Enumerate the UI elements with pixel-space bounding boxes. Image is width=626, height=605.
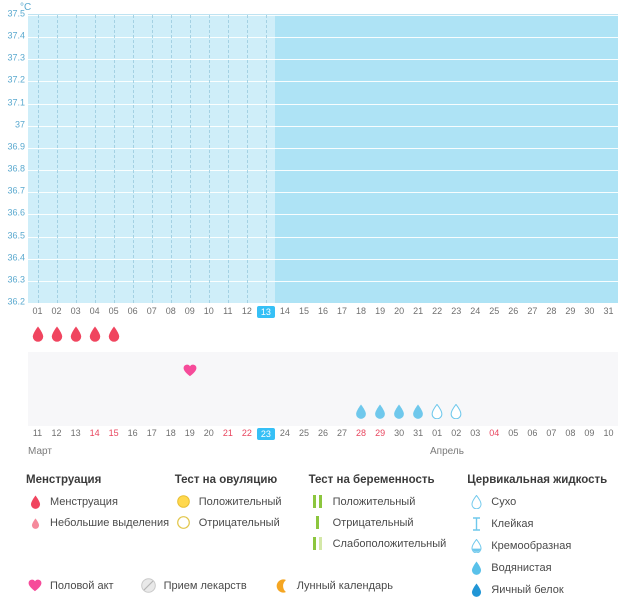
legend-column-title: Тест на беременность <box>308 474 435 486</box>
y-tick-label: 37.5 <box>7 8 25 19</box>
date-tick[interactable]: 23 <box>257 428 275 440</box>
legend-item <box>309 537 468 550</box>
legend-item <box>467 561 616 575</box>
legend-item <box>467 517 616 531</box>
day-tick[interactable]: 01 <box>32 306 43 316</box>
month-label-right: Апрель <box>430 446 464 457</box>
y-tick-label: 37 <box>14 119 25 130</box>
legend-item-label: Клейкая <box>491 518 534 530</box>
day-gridline <box>114 15 116 303</box>
legend-item-label: Половой акт <box>50 579 114 592</box>
day-tick[interactable]: 24 <box>470 306 481 316</box>
legend-item-label: Положительный <box>198 495 282 508</box>
one-green-bar-icon <box>309 516 327 529</box>
pill-icon <box>140 578 158 593</box>
y-tick-label: 37.2 <box>7 74 25 85</box>
date-tick[interactable]: 11 <box>32 428 43 438</box>
day-gridline <box>190 15 192 303</box>
day-tick[interactable]: 08 <box>165 306 176 316</box>
menstruation-drop-icon[interactable] <box>51 326 63 345</box>
white-circle-icon <box>175 516 193 529</box>
legend-bottom-row <box>26 578 419 593</box>
date-tick[interactable]: 30 <box>394 428 405 438</box>
y-tick-label: 36.9 <box>7 141 25 152</box>
y-tick-label: 36.3 <box>7 274 25 285</box>
date-tick[interactable]: 09 <box>584 428 595 438</box>
y-tick-label: 36.6 <box>7 207 25 218</box>
y-tick-label: 36.8 <box>7 163 25 174</box>
day-tick[interactable]: 27 <box>527 306 538 316</box>
legend-column <box>467 474 616 605</box>
date-tick[interactable]: 17 <box>146 428 157 438</box>
legend-item <box>26 579 114 592</box>
cervical-fluid-row <box>28 404 618 430</box>
date-tick[interactable]: 24 <box>279 428 290 438</box>
day-tick[interactable]: 25 <box>489 306 500 316</box>
legend-item <box>26 517 175 529</box>
date-tick[interactable]: 06 <box>527 428 538 438</box>
legend-item-label: Яичный белок <box>491 584 564 596</box>
two-green-bars-icon <box>309 495 327 508</box>
menstruation-drop-icon[interactable] <box>70 326 82 345</box>
date-tick[interactable]: 31 <box>413 428 424 438</box>
dry-drop-icon <box>467 495 485 509</box>
y-axis-labels <box>0 8 28 307</box>
legend-column-title: Менструация <box>26 474 102 486</box>
day-gridline <box>95 15 97 303</box>
day-tick[interactable]: 29 <box>565 306 576 316</box>
watery-drop-icon[interactable] <box>393 404 405 422</box>
legend-item-label: Небольшие выделения <box>50 517 170 529</box>
day-tick[interactable]: 21 <box>413 306 424 316</box>
y-tick-label: 36.2 <box>7 296 25 307</box>
legend-item-label: Водянистая <box>491 562 552 574</box>
legend-item <box>309 516 468 529</box>
menstruation-drop-icon[interactable] <box>32 326 44 345</box>
y-tick-label: 36.4 <box>7 252 25 263</box>
moon-icon <box>273 579 291 593</box>
day-gridline <box>38 15 40 303</box>
day-gridline <box>247 15 249 303</box>
date-tick[interactable]: 04 <box>489 428 500 438</box>
date-tick[interactable]: 16 <box>127 428 138 438</box>
date-tick[interactable]: 15 <box>108 428 119 438</box>
legend-item <box>467 495 616 509</box>
bar-and-pale-bar-icon <box>309 537 327 550</box>
legend-item <box>140 578 247 593</box>
day-tick[interactable]: 28 <box>546 306 557 316</box>
day-tick[interactable]: 14 <box>279 306 290 316</box>
day-tick[interactable]: 04 <box>89 306 100 316</box>
date-tick[interactable]: 10 <box>603 428 614 438</box>
date-tick[interactable]: 14 <box>89 428 100 438</box>
day-tick[interactable]: 12 <box>241 306 252 316</box>
legend-item-label: Менструация <box>50 496 118 508</box>
day-tick[interactable]: 17 <box>337 306 348 316</box>
date-tick[interactable]: 05 <box>508 428 519 438</box>
day-tick[interactable]: 02 <box>51 306 62 316</box>
date-tick[interactable]: 22 <box>241 428 252 438</box>
legend-item-label: Кремообразная <box>491 540 572 552</box>
y-tick-label: 36.7 <box>7 185 25 196</box>
date-tick[interactable]: 25 <box>298 428 309 438</box>
day-tick[interactable]: 22 <box>432 306 443 316</box>
day-tick[interactable]: 31 <box>603 306 614 316</box>
day-gridline <box>152 15 154 303</box>
date-tick[interactable]: 12 <box>51 428 62 438</box>
legend-column-title: Тест на овуляцию <box>174 474 278 486</box>
date-tick[interactable]: 18 <box>165 428 176 438</box>
sticky-icon <box>467 517 485 531</box>
menstruation-row <box>28 326 618 352</box>
legend-column-title: Цервикальная жидкость <box>467 474 608 486</box>
creamy-drop-icon <box>467 539 485 553</box>
date-tick[interactable]: 21 <box>222 428 233 438</box>
date-tick[interactable]: 19 <box>184 428 195 438</box>
legend-item <box>26 495 175 509</box>
yellow-circle-icon <box>175 495 193 508</box>
legend-item-label: Отрицательный <box>332 516 414 529</box>
day-gridline <box>76 15 78 303</box>
y-tick-label: 37.3 <box>7 52 25 63</box>
blood-drop-icon <box>26 495 44 509</box>
legend-item-label: Сухо <box>491 496 517 508</box>
heart-icon <box>26 579 44 592</box>
date-axis[interactable] <box>28 428 618 444</box>
dry-drop-icon[interactable] <box>431 404 443 422</box>
date-tick[interactable]: 28 <box>356 428 367 438</box>
day-tick[interactable]: 07 <box>146 306 157 316</box>
day-tick[interactable]: 06 <box>127 306 138 316</box>
date-tick[interactable]: 29 <box>375 428 386 438</box>
day-gridline <box>266 15 268 303</box>
day-gridline <box>228 15 230 303</box>
legend-item <box>467 539 616 553</box>
legend-item <box>175 495 309 508</box>
day-tick[interactable]: 03 <box>70 306 81 316</box>
day-tick[interactable]: 23 <box>451 306 462 316</box>
y-axis-unit: °C <box>20 2 32 13</box>
date-tick[interactable]: 03 <box>470 428 481 438</box>
dry-drop-icon[interactable] <box>450 404 462 422</box>
day-tick[interactable]: 15 <box>298 306 309 316</box>
date-tick[interactable]: 26 <box>317 428 328 438</box>
watery-drop-icon[interactable] <box>412 404 424 422</box>
legend-item-label: Положительный <box>332 495 416 508</box>
day-gridline <box>57 15 59 303</box>
month-label-left: Март <box>28 446 52 457</box>
date-tick[interactable]: 02 <box>451 428 462 438</box>
gridline <box>28 303 618 304</box>
date-tick[interactable]: 27 <box>337 428 348 438</box>
watery-drop-icon[interactable] <box>374 404 386 422</box>
plot-area <box>28 14 618 303</box>
intercourse-heart-icon[interactable] <box>183 364 197 380</box>
legend-item <box>175 516 309 529</box>
day-tick[interactable]: 19 <box>375 306 386 316</box>
watery-drop-icon <box>467 561 485 575</box>
menstruation-drop-icon[interactable] <box>89 326 101 345</box>
legend-item-label: Лунный календарь <box>296 579 393 592</box>
day-tick[interactable]: 20 <box>394 306 405 316</box>
day-tick[interactable]: 05 <box>108 306 119 316</box>
day-gridline <box>171 15 173 303</box>
date-tick[interactable]: 20 <box>203 428 214 438</box>
small-blood-drop-icon <box>26 518 44 529</box>
legend-item-label: Прием лекарств <box>163 579 247 592</box>
legend-item <box>309 495 468 508</box>
day-gridline <box>209 15 211 303</box>
date-tick[interactable]: 01 <box>432 428 443 438</box>
day-tick[interactable]: 09 <box>184 306 195 316</box>
menstruation-drop-icon[interactable] <box>108 326 120 345</box>
legend-item <box>273 579 393 593</box>
y-tick-label: 36.5 <box>7 230 25 241</box>
date-tick[interactable]: 08 <box>565 428 576 438</box>
day-tick[interactable]: 18 <box>356 306 367 316</box>
day-tick[interactable]: 11 <box>223 306 233 316</box>
legend-item-label: Отрицательный <box>198 516 280 529</box>
watery-drop-icon[interactable] <box>355 404 367 422</box>
day-tick[interactable]: 13 <box>257 306 275 318</box>
date-tick[interactable]: 07 <box>546 428 557 438</box>
y-tick-label: 37.4 <box>7 30 25 41</box>
day-axis[interactable] <box>28 306 618 322</box>
date-tick[interactable]: 13 <box>70 428 81 438</box>
day-tick[interactable]: 16 <box>317 306 328 316</box>
legend-item-label: Слабоположительный <box>332 537 447 550</box>
day-gridline <box>133 15 135 303</box>
day-tick[interactable]: 10 <box>203 306 214 316</box>
day-tick[interactable]: 26 <box>508 306 519 316</box>
day-tick[interactable]: 30 <box>584 306 595 316</box>
intercourse-row <box>28 364 618 390</box>
y-tick-label: 37.1 <box>7 97 25 108</box>
